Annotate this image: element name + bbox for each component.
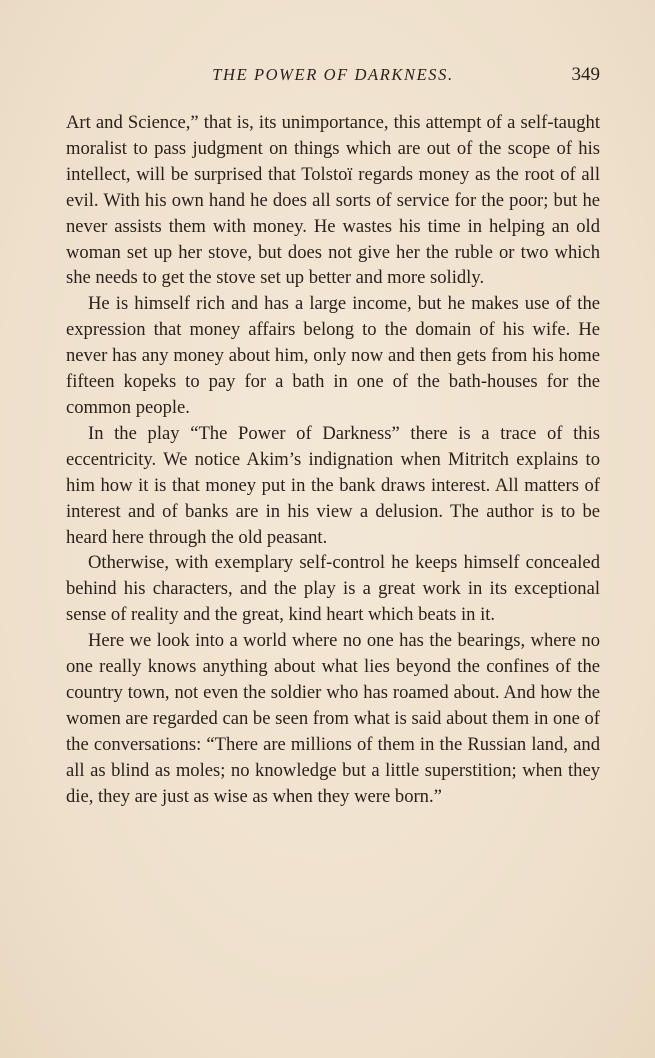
paragraph: Otherwise, with exemplary self-control he keeps himself concealed behind his characters, and the play is a great work in its exceptional sense of reality and the great, kind heart which beats in it. <box>66 552 600 626</box>
running-title: THE POWER OF DARKNESS. <box>212 65 454 84</box>
paragraph: In the play “The Power of Darkness” there is a trace of this eccentricity. We notice Akim’s indignation when Mitritch explains to him how it is that money put in the bank draws interest. All matters of interest and of banks are in his view a delusion. The author is to be heard here through the old peasant. <box>66 422 600 548</box>
running-head <box>66 62 600 88</box>
paragraph: Here we look into a world where no one has the bearings, where no one really knows anything about what lies beyond the confines of the country town, not even the soldier who has roamed about. And how the women are regarded can be seen from what is said about them in one of the conversations: “There are millions of them in the Russian land, and all as blind as moles; no knowledge but a little superstition; when they die, they are just as wise as when they were born.” <box>66 630 600 807</box>
page-number: 349 <box>571 64 600 85</box>
paragraph: He is himself rich and has a large income, but he makes use of the expression that money affairs belong to the domain of his wife. He never has any money about him, only now and then gets from his home fifteen kopeks to pay for a bath in one of the bath-houses for the common people. <box>66 293 600 418</box>
paragraph: Art and Science,” that is, its unimportance, this attempt of a self-taught moralist to pass judgment on things which are out of the scope of his intellect, will be surprised that Tolstoï regards money as the root of all evil. With his own hand he does all sorts of service for the poor; but he never assists them with money. He wastes his time in helping an old woman set up her stove, but does not give her the ruble or two which she needs to get the stove set up better and more solidly. <box>66 112 600 289</box>
body-text <box>66 110 600 809</box>
